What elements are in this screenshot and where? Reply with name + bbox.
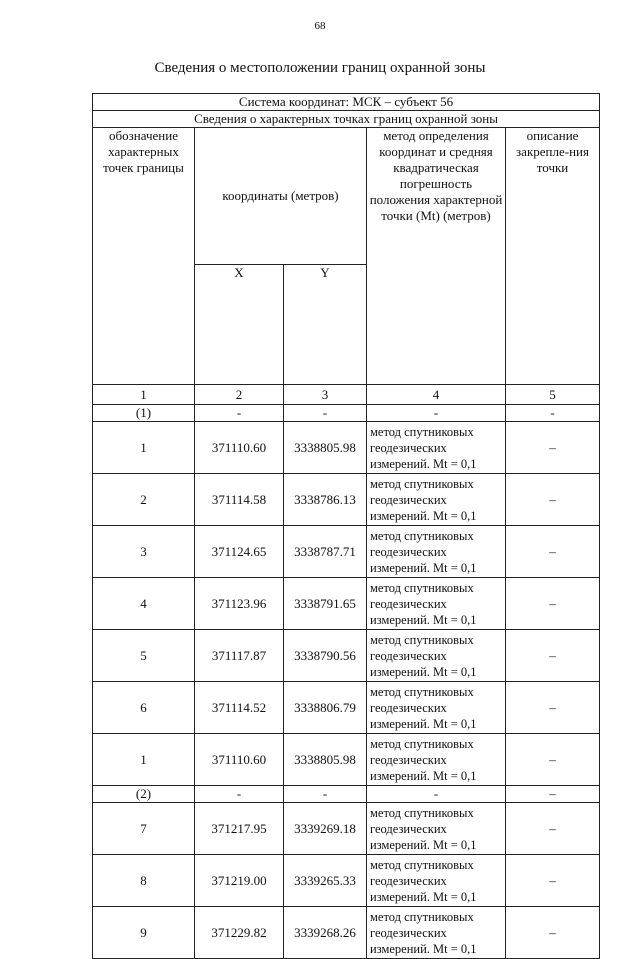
x-coordinate-cell: 371123.96 (195, 578, 284, 630)
point-designation-cell: 4 (93, 578, 195, 630)
table-row (93, 526, 600, 578)
method-cell: метод спутниковых геодезических измерений. Mt = 0,1 (367, 855, 506, 907)
description-cell: – (506, 786, 600, 803)
description-cell: – (506, 630, 600, 682)
x-coordinate-cell: 371110.60 (195, 422, 284, 474)
description-cell: – (506, 422, 600, 474)
point-designation-cell: 1 (93, 422, 195, 474)
point-designation-cell: (1) (93, 405, 195, 422)
col-number: 2 (195, 385, 284, 405)
coordinate-system-header: Система координат: МСК – субъект 56 (93, 94, 600, 111)
description-cell: – (506, 578, 600, 630)
point-designation-cell: (2) (93, 786, 195, 803)
table-row (93, 907, 600, 959)
y-coordinate-cell: 3338787.71 (284, 526, 367, 578)
coordinates-table (92, 93, 600, 959)
col-number: 4 (367, 385, 506, 405)
table-row (93, 630, 600, 682)
table-row (93, 855, 600, 907)
table-row (93, 422, 600, 474)
point-designation-cell: 2 (93, 474, 195, 526)
table-row (93, 803, 600, 855)
description-cell: – (506, 474, 600, 526)
y-coordinate-cell: 3338805.98 (284, 734, 367, 786)
y-coordinate-cell: 3339265.33 (284, 855, 367, 907)
method-cell: метод спутниковых геодезических измерений. Mt = 0,1 (367, 474, 506, 526)
point-designation-cell: 9 (93, 907, 195, 959)
table-row (93, 474, 600, 526)
col-number: 3 (284, 385, 367, 405)
x-coordinate-cell: 371229.82 (195, 907, 284, 959)
col-header-method: метод определения координат и средняя квадратическая погрешность положения характерной точки (Mt) (метров) (367, 128, 506, 385)
method-cell: - (367, 786, 506, 803)
method-cell: метод спутниковых геодезических измерений. Mt = 0,1 (367, 682, 506, 734)
point-designation-cell: 1 (93, 734, 195, 786)
method-cell: метод спутниковых геодезических измерений. Mt = 0,1 (367, 578, 506, 630)
description-cell: – (506, 526, 600, 578)
description-cell: – (506, 855, 600, 907)
x-coordinate-cell: 371117.87 (195, 630, 284, 682)
point-designation-cell: 8 (93, 855, 195, 907)
y-coordinate-cell: 3339268.26 (284, 907, 367, 959)
points-header: Сведения о характерных точках границ охранной зоны (93, 111, 600, 128)
table-row (93, 578, 600, 630)
x-coordinate-cell: - (195, 405, 284, 422)
column-number-row (93, 385, 600, 405)
col-header-coordinates: координаты (метров) (195, 128, 367, 265)
point-designation-cell: 6 (93, 682, 195, 734)
x-coordinate-cell: 371219.00 (195, 855, 284, 907)
x-coordinate-cell: - (195, 786, 284, 803)
method-cell: метод спутниковых геодезических измерений. Mt = 0,1 (367, 803, 506, 855)
method-cell: метод спутниковых геодезических измерений. Mt = 0,1 (367, 734, 506, 786)
col-number: 1 (93, 385, 195, 405)
point-designation-cell: 3 (93, 526, 195, 578)
col-header-description: описание закрепле-ния точки (506, 128, 600, 385)
method-cell: метод спутниковых геодезических измерений. Mt = 0,1 (367, 630, 506, 682)
col-header-y: Y (284, 265, 367, 385)
y-coordinate-cell: 3338790.56 (284, 630, 367, 682)
col-header-x: X (195, 265, 284, 385)
description-cell: - (506, 405, 600, 422)
x-coordinate-cell: 371114.52 (195, 682, 284, 734)
y-coordinate-cell: 3339269.18 (284, 803, 367, 855)
point-designation-cell: 5 (93, 630, 195, 682)
table-row (93, 734, 600, 786)
x-coordinate-cell: 371110.60 (195, 734, 284, 786)
description-cell: – (506, 734, 600, 786)
y-coordinate-cell: - (284, 405, 367, 422)
description-cell: – (506, 803, 600, 855)
y-coordinate-cell: 3338805.98 (284, 422, 367, 474)
description-cell: – (506, 682, 600, 734)
col-header-designation: обозначение характерных точек границы (93, 128, 195, 385)
point-designation-cell: 7 (93, 803, 195, 855)
x-coordinate-cell: 371124.65 (195, 526, 284, 578)
table-row (93, 682, 600, 734)
description-cell: – (506, 907, 600, 959)
method-cell: метод спутниковых геодезических измерений. Mt = 0,1 (367, 526, 506, 578)
x-coordinate-cell: 371114.58 (195, 474, 284, 526)
method-cell: - (367, 405, 506, 422)
col-number: 5 (506, 385, 600, 405)
page-number: 68 (314, 20, 326, 32)
y-coordinate-cell: - (284, 786, 367, 803)
page-title: Сведения о местоположении границ охранной зоны (154, 60, 486, 76)
y-coordinate-cell: 3338806.79 (284, 682, 367, 734)
table-group-row (93, 405, 600, 422)
table-group-row (93, 786, 600, 803)
method-cell: метод спутниковых геодезических измерений. Mt = 0,1 (367, 422, 506, 474)
y-coordinate-cell: 3338791.65 (284, 578, 367, 630)
method-cell: метод спутниковых геодезических измерений. Mt = 0,1 (367, 907, 506, 959)
y-coordinate-cell: 3338786.13 (284, 474, 367, 526)
x-coordinate-cell: 371217.95 (195, 803, 284, 855)
